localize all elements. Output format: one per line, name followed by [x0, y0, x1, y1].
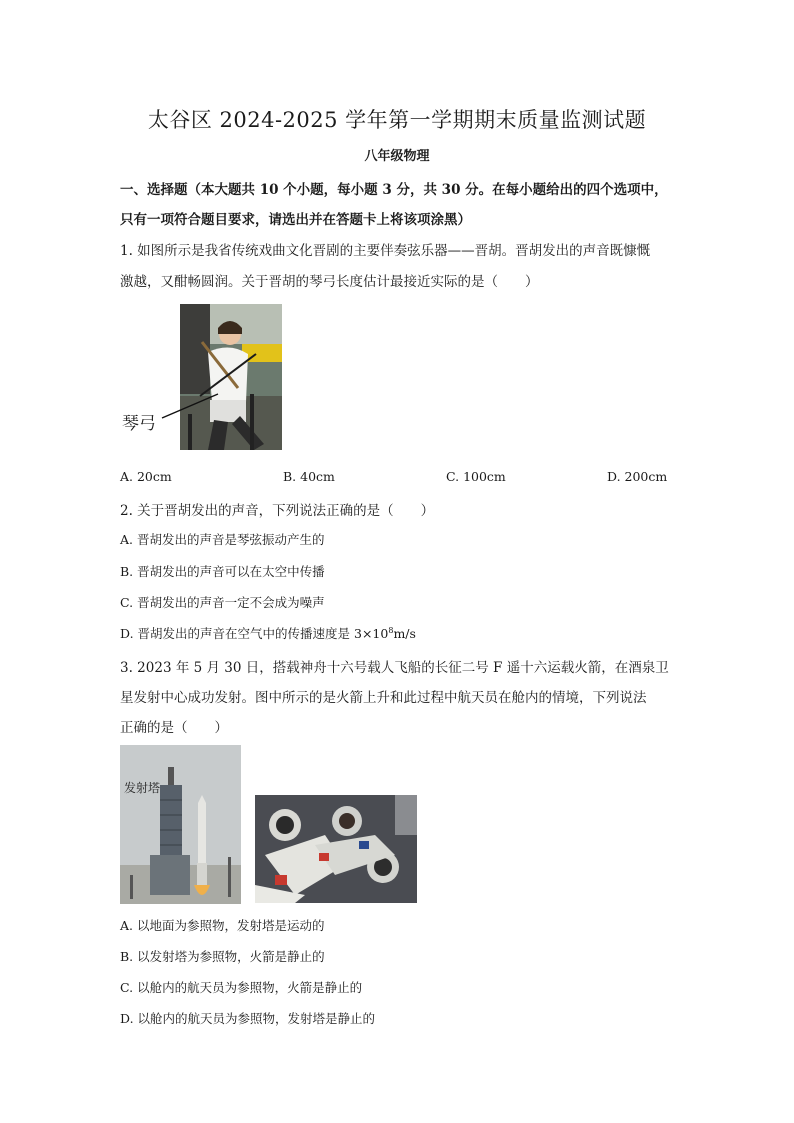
- q2-option-b: B. 晋胡发出的声音可以在太空中传播: [120, 564, 325, 579]
- q3-option-c: C. 以舱内的航天员为参照物，火箭是静止的: [120, 980, 363, 995]
- section-heading-line1: 一、选择题（本大题共 10 个小题，每小题 3 分，共 30 分。在每小题给出的四个选项中，: [120, 182, 668, 198]
- q3-option-b: B. 以发射塔为参照物，火箭是静止的: [120, 949, 325, 964]
- q2-option-c: C. 晋胡发出的声音一定不会成为噪声: [120, 595, 325, 610]
- q1-stem-line2: 激越，又酣畅圆润。关于晋胡的琴弓长度估计最接近实际的是（ ）: [120, 274, 539, 290]
- q3-stem-line2: 星发射中心成功发射。图中所示的是火箭上升和此过程中航天员在舱内的情境，下列说法: [120, 690, 647, 706]
- q1-option-a: A. 20cm: [120, 469, 172, 484]
- q1-option-d: D. 200cm: [607, 469, 668, 484]
- page-subtitle: 八年级物理: [364, 149, 430, 164]
- q1-erhu-photo: [180, 304, 282, 450]
- q3-astronauts-photo: [255, 795, 417, 903]
- q1-option-c: C. 100cm: [446, 469, 506, 484]
- q2-option-a: A. 晋胡发出的声音是琴弦振动产生的: [120, 532, 325, 547]
- q3-launch-tower-photo: [120, 745, 241, 904]
- q2-stem: 2. 关于晋胡发出的声音，下列说法正确的是（ ）: [120, 503, 435, 519]
- q3-figure-label: 发射塔: [124, 781, 161, 795]
- page-title: 太谷区 2024-2025 学年第一学期期末质量监测试题: [147, 108, 647, 132]
- q1-figure-label: 琴弓: [122, 414, 156, 434]
- q3-stem-line3: 正确的是（ ）: [120, 720, 228, 736]
- q3-stem-line1: 3. 2023 年 5 月 30 日，搭载神舟十六号载人飞船的长征二号 F 遥十六运载火箭，在酒泉卫: [120, 660, 669, 676]
- q1-stem-line1: 1. 如图所示是我省传统戏曲文化晋剧的主要伴奏弦乐器——晋胡。晋胡发出的声音既慷慨: [120, 243, 651, 259]
- q3-option-d: D. 以舱内的航天员为参照物，发射塔是静止的: [120, 1011, 376, 1026]
- q1-figure-pointer-line: [160, 392, 220, 422]
- q1-option-b: B. 40cm: [283, 469, 335, 484]
- q3-option-a: A. 以地面为参照物，发射塔是运动的: [120, 918, 325, 933]
- section-heading-line2: 只有一项符合题目要求，请选出并在答题卡上将该项涂黑）: [120, 212, 471, 228]
- q2-option-d: D. 晋胡发出的声音在空气中的传播速度是 $3\times 10^8m/s$: [120, 625, 416, 641]
